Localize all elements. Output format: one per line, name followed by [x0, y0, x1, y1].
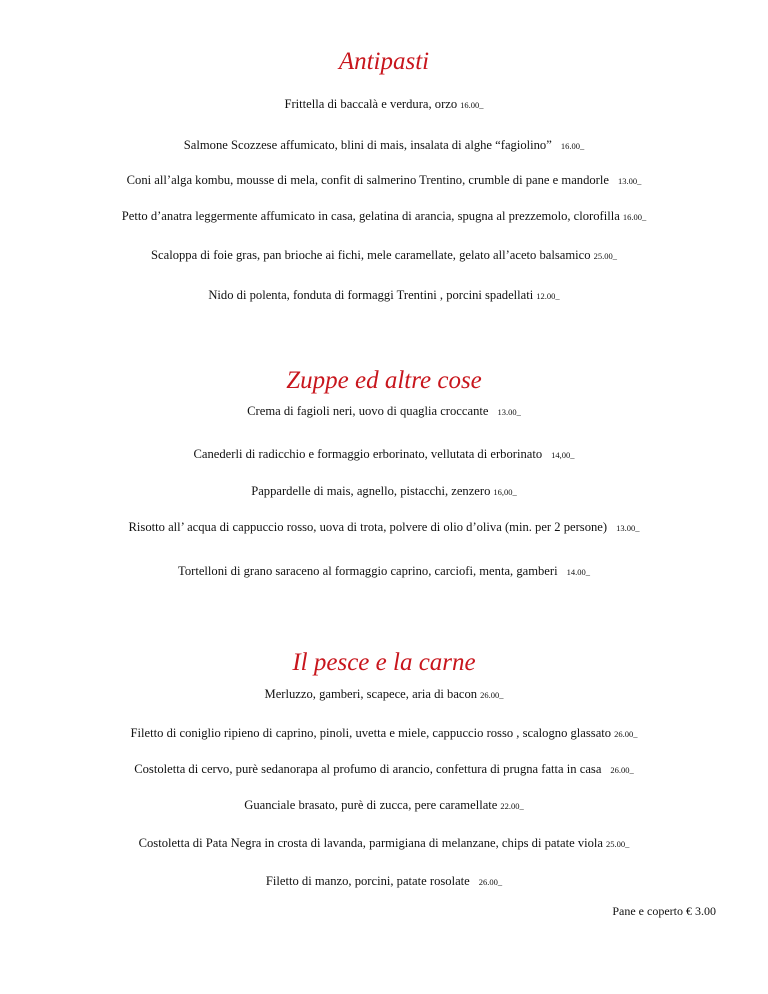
dish-name: Scaloppa di foie gras, pan brioche ai fichi, mele caramellate, gelato all’aceto balsamico — [151, 248, 591, 262]
dish-name: Costoletta di Pata Negra in crosta di lavanda, parmigiana di melanzane, chips di patate viola — [138, 836, 604, 850]
dish-item — [0, 686, 768, 703]
dish-name: Filetto di coniglio ripieno di caprino, pinoli, uvetta e miele, cappuccio rosso , scalogno glassato — [130, 726, 612, 740]
dish-item — [0, 208, 768, 225]
dish-item — [0, 247, 768, 264]
dish-name: Guanciale brasato, purè di zucca, pere caramellate — [244, 798, 498, 812]
section-title-antipasti: Antipasti — [338, 48, 430, 75]
dish-price: 26.00_ — [480, 690, 504, 700]
dish-name: Nido di polenta, fonduta di formaggi Trentini , porcini spadellati — [208, 288, 534, 302]
dish-item — [0, 797, 768, 814]
dish-item — [0, 563, 768, 580]
dish-item — [0, 403, 768, 420]
dish-price: 25.00_ — [606, 839, 630, 849]
dish-name: Salmone Scozzese affumicato, blini di mais, insalata di alghe “fagiolino” — [183, 138, 552, 152]
dish-item — [0, 761, 768, 778]
dish-item — [0, 725, 768, 742]
dish-name: Pappardelle di mais, agnello, pistacchi, zenzero — [251, 484, 491, 498]
dish-price: 12.00_ — [536, 291, 560, 301]
dish-item — [0, 483, 768, 500]
dish-item — [0, 137, 768, 154]
dish-price: 13.00_ — [616, 523, 640, 533]
dish-name: Crema di fagioli neri, uovo di quaglia croccante — [247, 404, 489, 418]
dish-item — [0, 873, 768, 890]
dish-name: Coni all’alga kombu, mousse di mela, confit di salmerino Trentino, crumble di pane e mandorle — [126, 173, 609, 187]
dish-price: 16.00_ — [560, 141, 585, 151]
dish-price: 14.00_ — [566, 567, 590, 577]
dish-price: 26.00_ — [478, 877, 503, 887]
dish-name: Tortelloni di grano saraceno al formaggio caprino, carciofi, menta, gamberi — [178, 564, 558, 578]
section-title-pesce-carne: Il pesce e la carne — [292, 649, 476, 676]
dish-name: Canederli di radicchio e formaggio erborinato, vellutata di erborinato — [193, 447, 543, 461]
dish-item — [0, 835, 768, 852]
dish-price: 16,00_ — [493, 487, 517, 497]
dish-name: Filetto di manzo, porcini, patate rosolate — [265, 874, 470, 888]
dish-name: Risotto all’ acqua di cappuccio rosso, uova di trota, polvere di olio d’oliva (min. per 2 persone) — [128, 520, 608, 534]
dish-price: 26.00_ — [614, 729, 638, 739]
dish-item — [0, 172, 768, 189]
dish-price: 14,00_ — [551, 450, 575, 460]
dish-name: Petto d’anatra leggermente affumicato in casa, gelatina di arancia, spugna al prezzemolo, clorofilla — [121, 209, 620, 223]
dish-price: 16.00_ — [460, 100, 484, 110]
dish-price: 13.00_ — [617, 176, 642, 186]
cover-charge: Pane e coperto € 3.00 — [612, 904, 716, 918]
dish-price: 26.00_ — [610, 765, 634, 775]
dish-name: Frittella di baccalà e verdura, orzo — [284, 97, 458, 111]
dish-price: 13.00_ — [497, 407, 521, 417]
dish-item — [0, 287, 768, 304]
dish-price: 25.00_ — [593, 251, 617, 261]
dish-name: Costoletta di cervo, purè sedanorapa al profumo di arancio, confettura di prugna fatta in casa — [134, 762, 602, 776]
section-title-zuppe: Zuppe ed altre cose — [286, 367, 482, 394]
dish-price: 22.00_ — [500, 801, 524, 811]
dish-item — [0, 446, 768, 463]
dish-item — [0, 96, 768, 113]
dish-price: 16.00_ — [622, 212, 647, 222]
dish-name: Merluzzo, gamberi, scapece, aria di bacon — [264, 687, 478, 701]
dish-item — [0, 519, 768, 536]
